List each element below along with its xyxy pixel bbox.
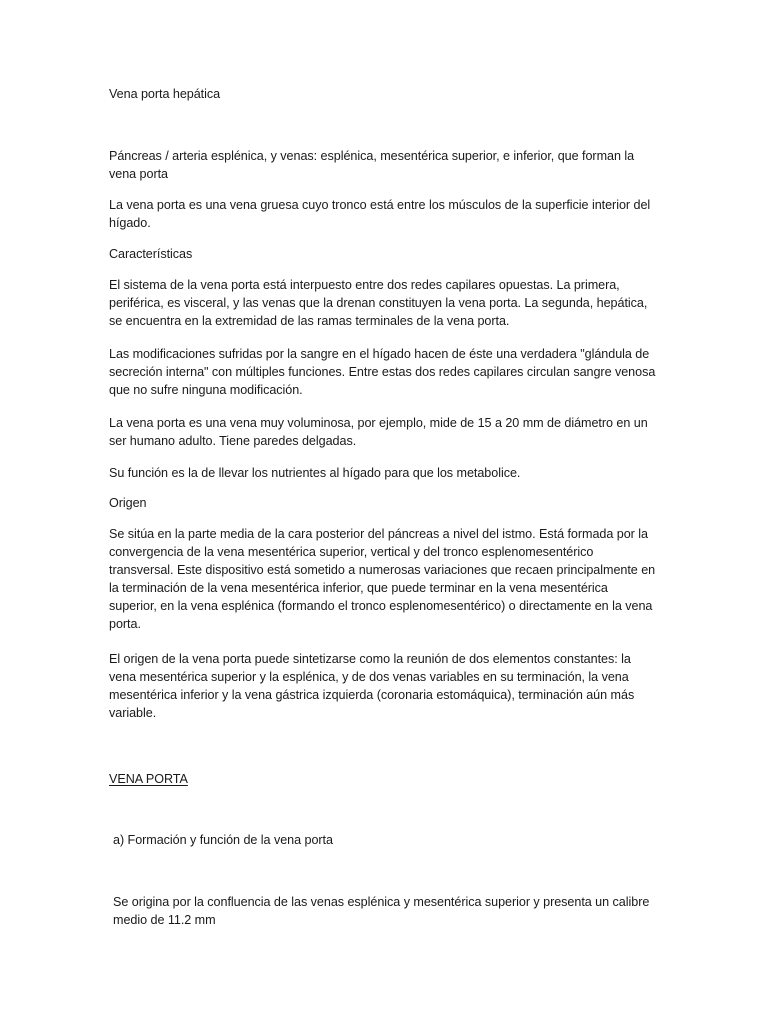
paragraph-modificaciones: Las modificaciones sufridas por la sangre en el hígado hacen de éste una verdadera "glándula de secreción interna" con múltiples funciones. Entre estas dos redes capilares circulan sangre venosa que no sufre ninguna modificación. — [109, 347, 656, 397]
heading-origen: Origen — [109, 496, 147, 510]
heading-caracteristicas: Características — [109, 247, 193, 261]
paragraph-sistema: El sistema de la vena porta está interpuesto entre dos redes capilares opuestas. La primera, periférica, es visceral, y las venas que la drenan constituyen la vena porta. La segunda, hepática, se encuentra en la extremidad de las ramas terminales de la vena porta. — [109, 278, 648, 328]
document-title: Vena porta hepática — [109, 87, 221, 101]
paragraph-funcion: Su función es la de llevar los nutrientes al hígado para que los metabolice. — [109, 466, 521, 480]
intro-paragraph: Páncreas / arteria esplénica, y venas: esplénica, mesentérica superior, e inferior, que forman la vena porta — [109, 149, 635, 181]
subheading-formacion: a) Formación y función de la vena porta — [113, 833, 333, 847]
heading-vena-porta: VENA PORTA — [109, 772, 188, 786]
paragraph-vena-gruesa: La vena porta es una vena gruesa cuyo tronco está entre los músculos de la superficie interior del hígado. — [109, 198, 651, 230]
paragraph-origen: El origen de la vena porta puede sintetizarse como la reunión de dos elementos constantes: la vena mesentérica superior y la esplénica, y de dos venas variables en su terminación, la vena mesentérica inferior y la vena gástrica izquierda (coronaria estomáquica), terminación aún más variable. — [109, 652, 635, 720]
paragraph-voluminosa: La vena porta es una vena muy voluminosa, por ejemplo, mide de 15 a 20 mm de diámetro en un ser humano adulto. Tiene paredes delgadas. — [109, 416, 648, 448]
paragraph-situacion: Se sitúa en la parte media de la cara posterior del páncreas a nivel del istmo. Está formada por la convergencia de la vena mesentérica superior, vertical y del tronco esplenomesentérico transversal. Este dispositivo está sometido a numerosas variaciones que recaen principalmente en la terminación de la vena mesentérica inferior, que puede terminar en la vena mesentérica superior, en la vena esplénica (formando el tronco esplenomesentérico) o directamente en la vena porta. — [109, 527, 656, 631]
paragraph-confluencia: Se origina por la confluencia de las venas esplénica y mesentérica superior y presenta un calibre medio de 11.2 mm — [113, 895, 650, 927]
